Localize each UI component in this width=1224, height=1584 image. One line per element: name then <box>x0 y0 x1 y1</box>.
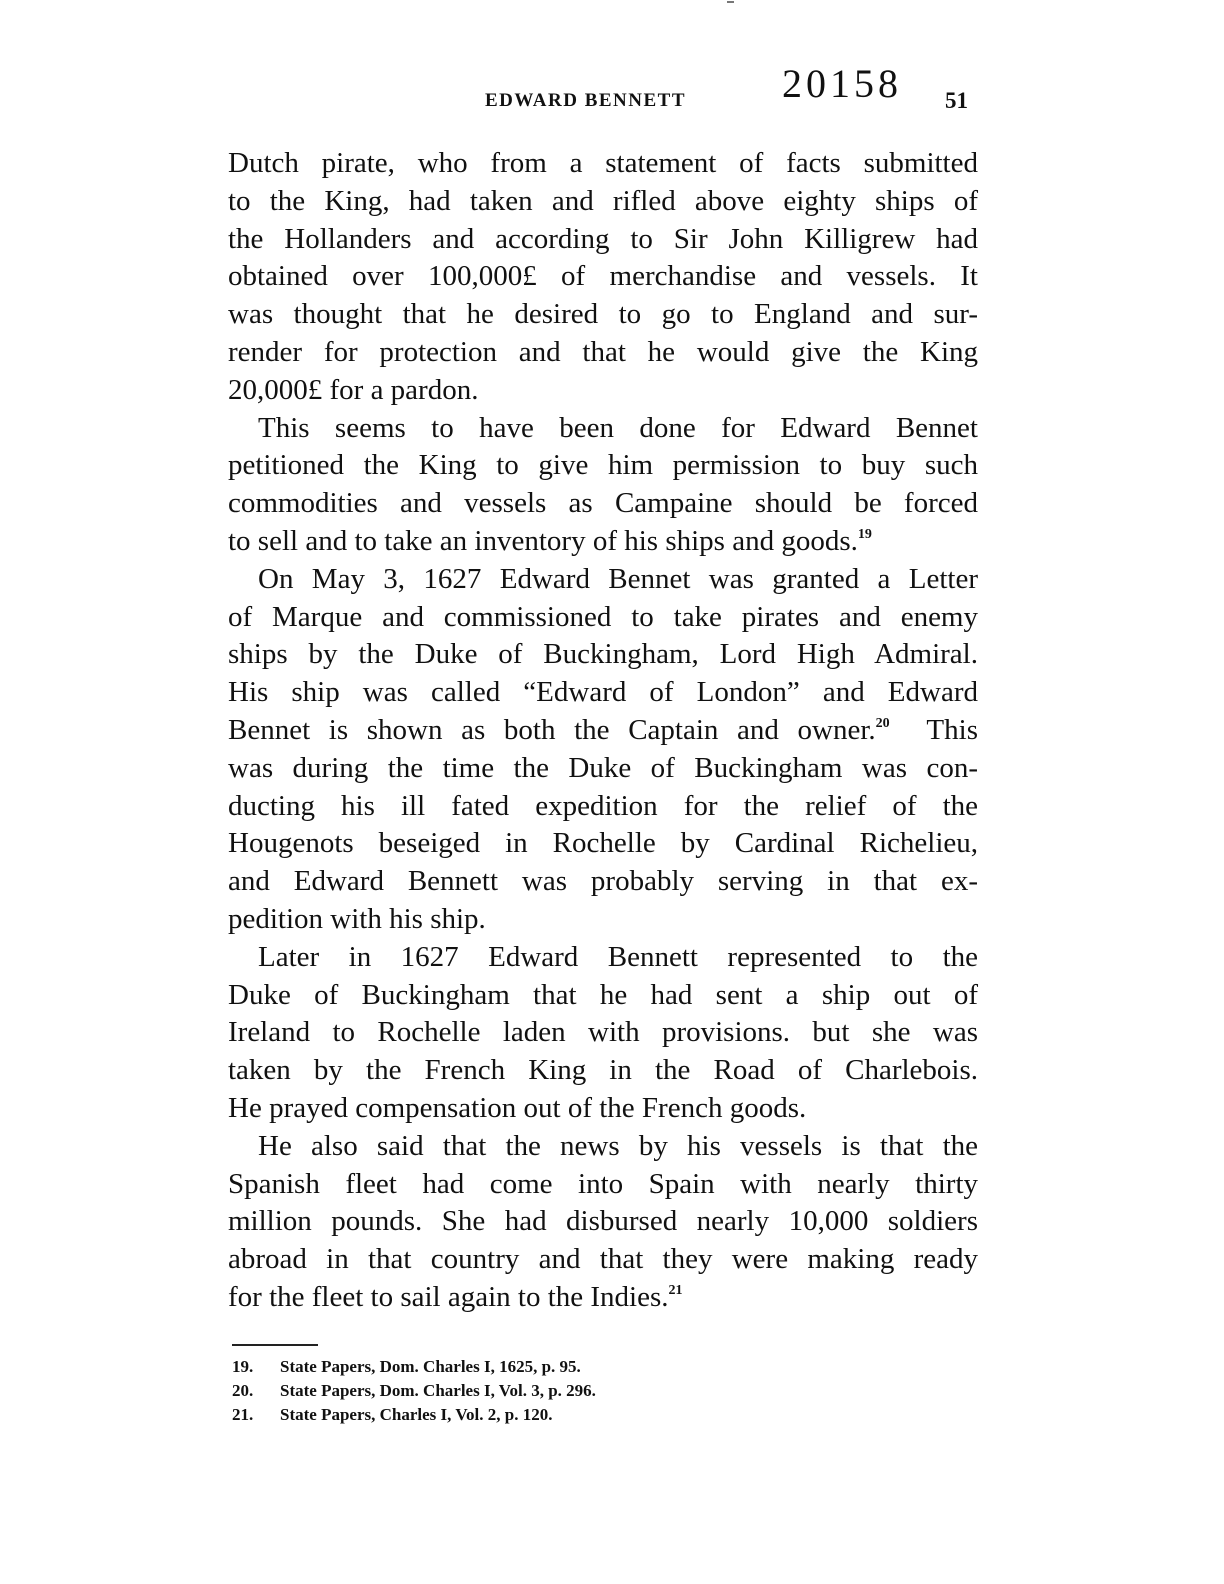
text-line <box>228 977 978 1015</box>
text-line <box>228 296 978 334</box>
footnotes <box>232 1355 832 1427</box>
line-text: of Marque and commissioned to take pirates and enemy <box>228 600 978 633</box>
line-text: Spanish fleet had come into Spain with nearly thirty <box>228 1167 978 1200</box>
line-text: His ship was called “Edward of London” and Edward <box>228 676 978 709</box>
text-line <box>228 712 978 750</box>
line-text: and Edward Bennett was probably serving in that ex- <box>228 865 978 898</box>
footnote-reference: 20 <box>875 715 890 731</box>
footnote <box>232 1355 832 1379</box>
line-text: pedition with his ship. <box>228 902 486 935</box>
text-line <box>228 183 978 221</box>
line-text: commodities and vessels as Campaine should be forced <box>228 487 978 520</box>
footnote-rule <box>232 1344 318 1346</box>
line-text: million pounds. She had disbursed nearly 10,000 soldiers <box>228 1205 978 1238</box>
text-line <box>228 599 978 637</box>
text-line <box>228 1014 978 1052</box>
line-text: ducting his ill fated expedition for the relief of the <box>228 789 978 822</box>
paragraph <box>228 1128 978 1317</box>
line-text: Ireland to Rochelle laden with provisions. but she was <box>228 1016 978 1049</box>
text-line <box>228 636 978 674</box>
text-line <box>228 221 978 259</box>
line-text: to sell and to take an inventory of his ships and goods. <box>228 524 858 557</box>
stamped-accession-number: 20158 <box>782 61 902 106</box>
text-line <box>228 258 978 296</box>
line-text: Later in 1627 Edward Bennett represented to the <box>258 940 978 973</box>
text-line <box>228 1090 978 1128</box>
line-text: to the King, had taken and rifled above eighty ships of <box>228 184 978 217</box>
line-text: the Hollanders and according to Sir John Killigrew had <box>228 222 978 255</box>
footnote-text: State Papers, Dom. Charles I, Vol. 3, p. 296. <box>280 1381 596 1400</box>
page-header <box>230 60 990 120</box>
text-line <box>228 750 978 788</box>
line-text: Dutch pirate, who from a statement of facts submitted <box>228 147 978 179</box>
line-text: for the fleet to sail again to the Indies. <box>228 1280 669 1313</box>
paragraph <box>228 939 978 1128</box>
line-text: Hougenots beseiged in Rochelle by Cardinal Richelieu, <box>228 827 978 860</box>
footnote-text: State Papers, Charles I, Vol. 2, p. 120. <box>280 1405 553 1424</box>
text-line <box>228 863 978 901</box>
text-line <box>228 1203 978 1241</box>
line-text: ships by the Duke of Buckingham, Lord High Admiral. <box>228 638 978 671</box>
footnote-text: State Papers, Dom. Charles I, 1625, p. 95. <box>280 1357 581 1376</box>
text-line <box>228 372 978 410</box>
line-text: was during the time the Duke of Buckingham was con- <box>228 751 978 784</box>
text-line <box>228 334 978 372</box>
body-text <box>228 145 978 1317</box>
text-line <box>228 410 978 448</box>
footnote <box>232 1379 832 1403</box>
paragraph <box>228 410 978 561</box>
line-text: taken by the French King in the Road of Charlebois. <box>228 1054 978 1087</box>
line-text-continued: This <box>889 713 978 746</box>
line-text: This seems to have been done for Edward Bennet <box>258 411 978 444</box>
paragraph <box>228 145 978 410</box>
text-line <box>228 561 978 599</box>
line-text: On May 3, 1627 Edward Bennet was granted a Letter <box>258 562 978 595</box>
text-line <box>228 788 978 826</box>
page-number: 51 <box>945 88 968 113</box>
text-line <box>228 1241 978 1279</box>
text-line <box>228 825 978 863</box>
text-line <box>228 1166 978 1204</box>
text-line <box>228 145 978 183</box>
line-text: was thought that he desired to go to England and sur- <box>228 298 978 331</box>
text-line <box>228 485 978 523</box>
footnote-number: 19. <box>232 1357 254 1376</box>
text-line <box>228 1052 978 1090</box>
text-line <box>228 523 978 561</box>
line-text: He prayed compensation out of the French goods. <box>228 1091 807 1124</box>
running-head: EDWARD BENNETT <box>485 90 687 111</box>
line-text: Bennet is shown as both the Captain and owner. <box>228 713 876 746</box>
line-text: 20,000£ for a pardon. <box>228 373 479 406</box>
footnote-number: 21. <box>232 1405 254 1424</box>
line-text: abroad in that country and that they were making ready <box>228 1243 978 1276</box>
text-line <box>228 939 978 977</box>
line-text: Duke of Buckingham that he had sent a ship out of <box>228 978 978 1011</box>
line-text: petitioned the King to give him permission to buy such <box>228 449 978 482</box>
text-line <box>228 447 978 485</box>
scan-artifact <box>727 1 734 3</box>
line-text: render for protection and that he would give the King <box>228 335 978 368</box>
paragraph <box>228 561 978 939</box>
text-line <box>228 1128 978 1166</box>
footnote-number: 20. <box>232 1381 254 1400</box>
footnote <box>232 1403 832 1427</box>
text-line <box>228 901 978 939</box>
footnote-reference: 21 <box>668 1282 683 1298</box>
line-text: obtained over 100,000£ of merchandise and vessels. It <box>228 260 978 293</box>
text-line <box>228 1279 978 1317</box>
text-line <box>228 674 978 712</box>
footnote-reference: 19 <box>857 526 872 542</box>
line-text: He also said that the news by his vessels is that the <box>258 1129 978 1162</box>
